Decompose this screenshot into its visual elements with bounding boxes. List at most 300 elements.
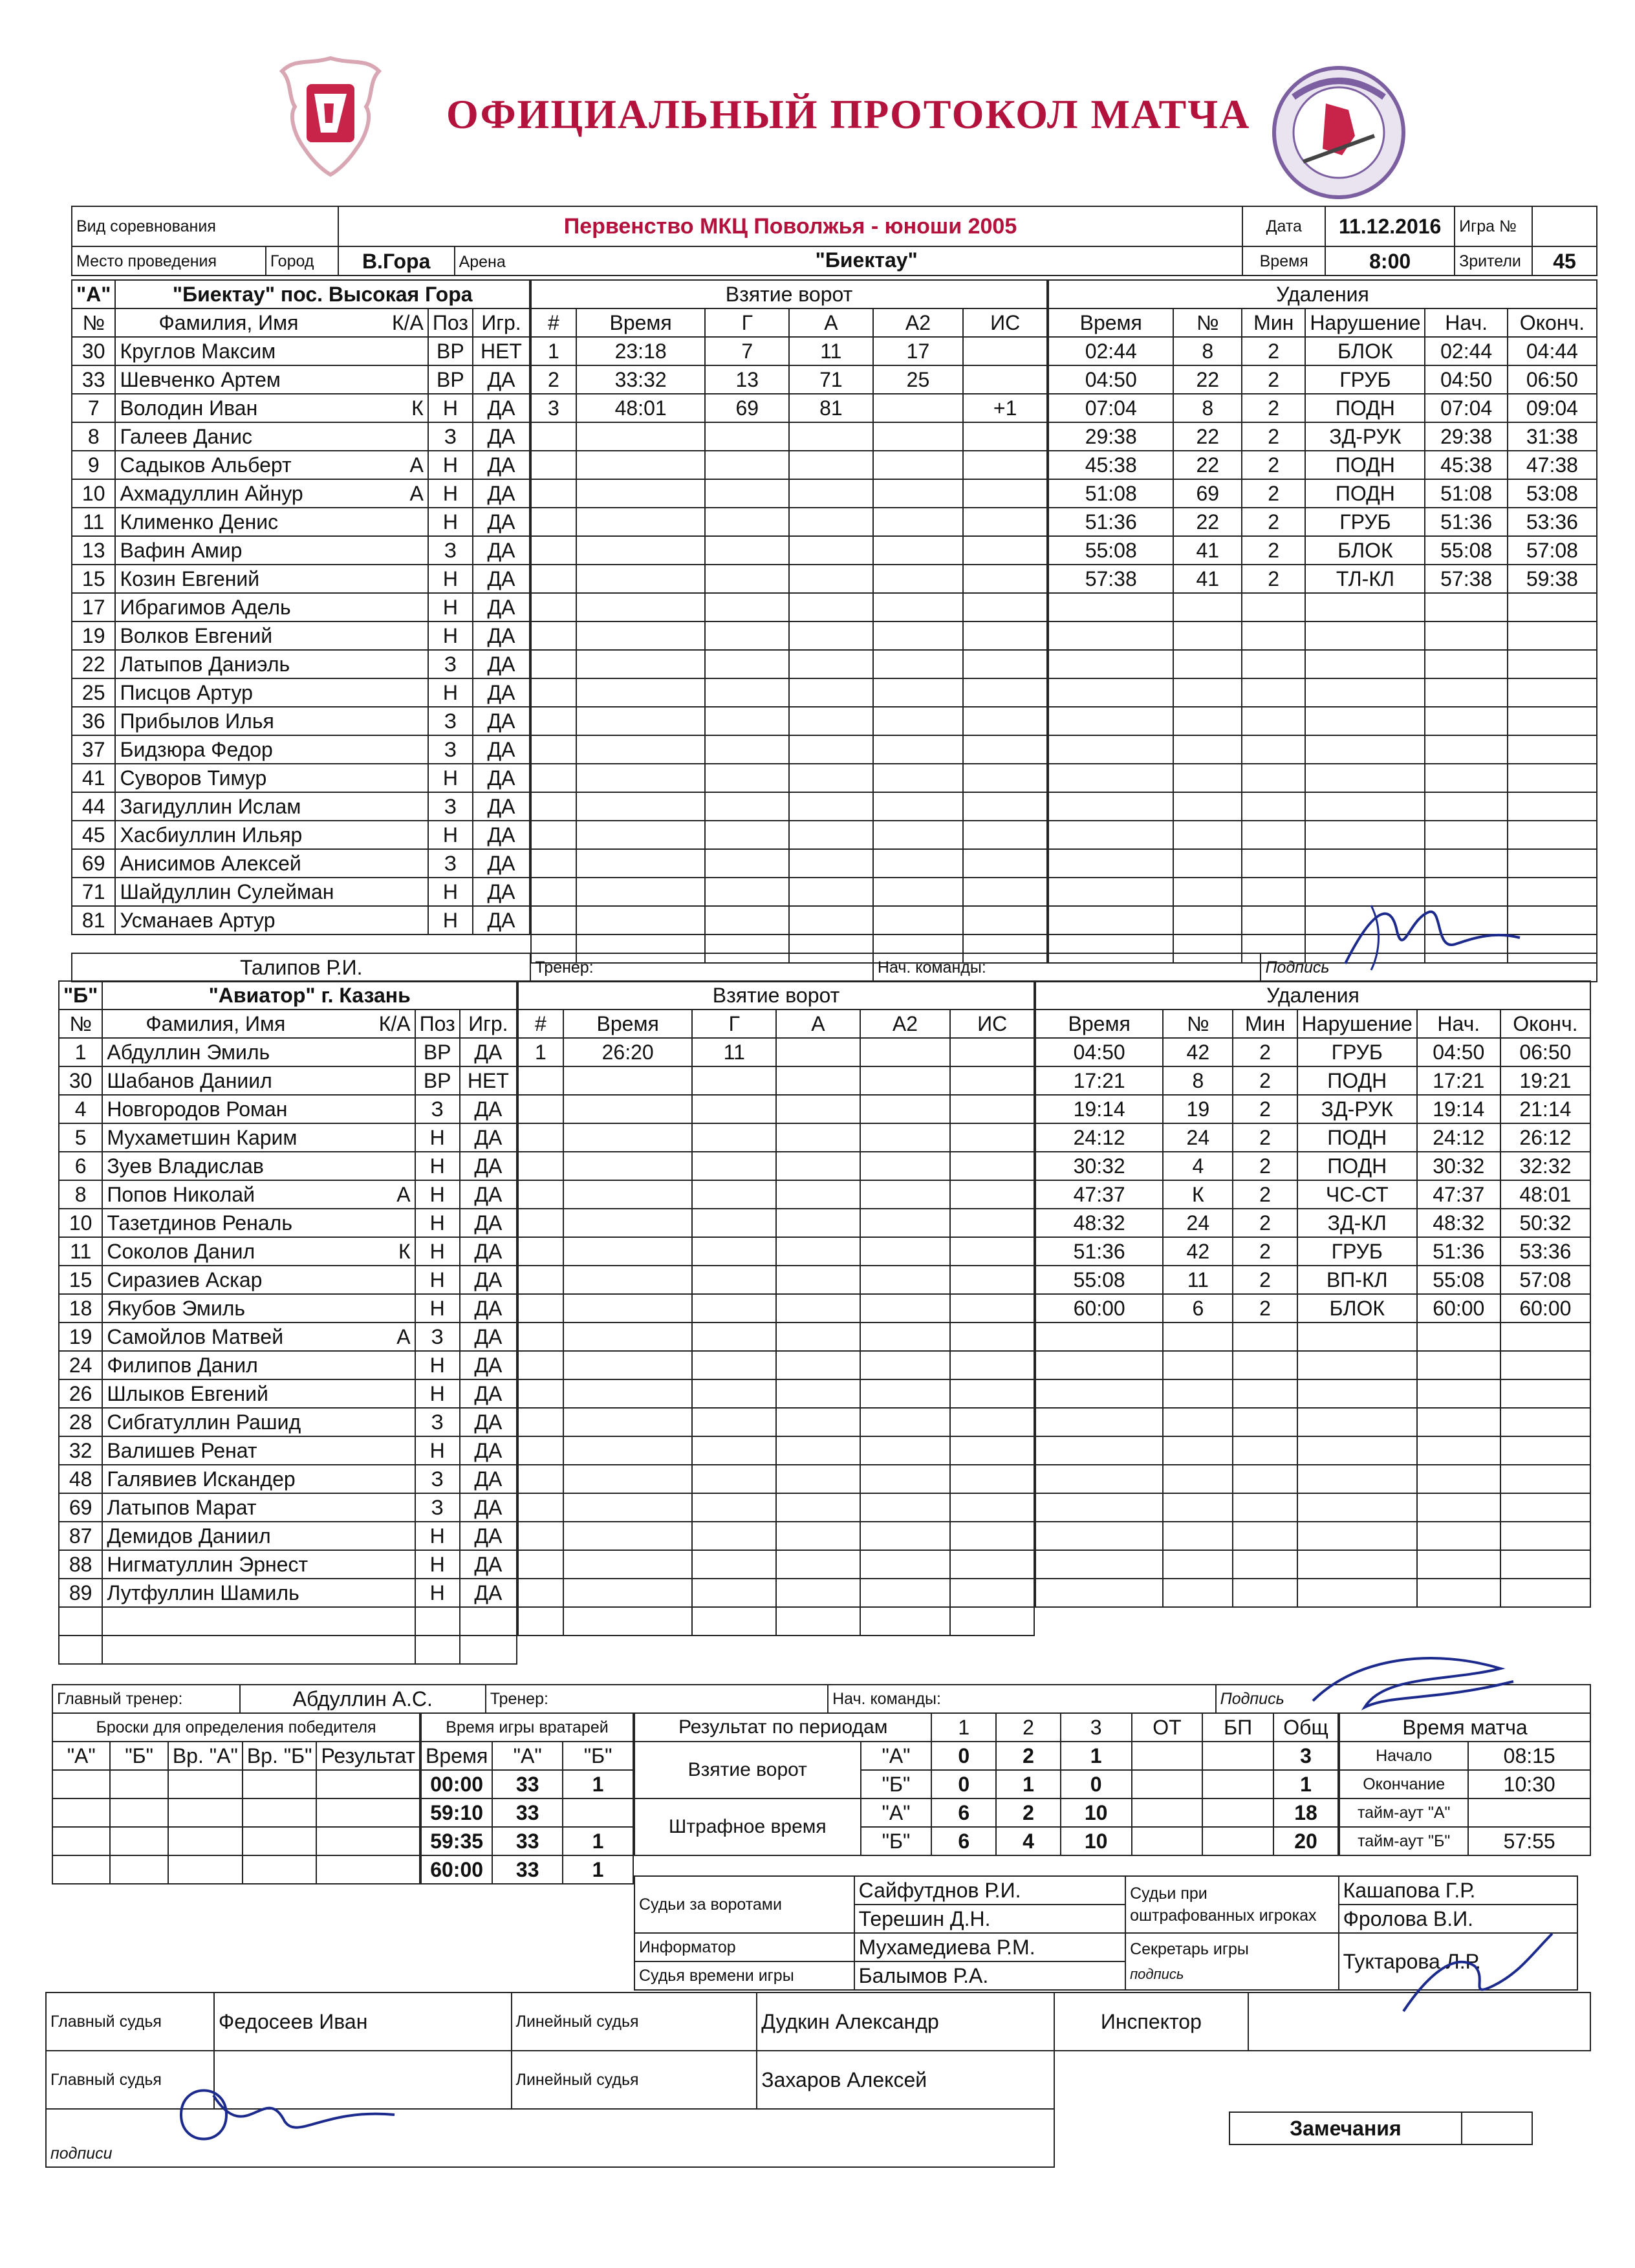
table-row [421,1855,633,1884]
goal-judges-label: Судьи за воротами [634,1876,854,1933]
penalty-e: 47:38 [1508,451,1597,479]
empty-cell [1163,1522,1233,1550]
linesman-2-value: Захаров Алексей [757,2051,1054,2109]
penalty-min: 2 [1233,1038,1297,1066]
table-row [531,678,1047,707]
empty-cell [1500,1493,1590,1522]
empty-cell [1048,878,1173,906]
goal-col-hash-b: # [518,1010,563,1038]
player-name-cell [115,735,428,764]
penalty-time: 51:08 [1048,479,1173,508]
empty-cell [1508,678,1597,707]
empty-cell [1163,1379,1233,1408]
team-b-penalties [1035,980,1591,1608]
empty-cell [1242,792,1305,821]
penalty-v: ГРУБ [1305,508,1425,536]
table-row [1035,1038,1590,1066]
empty-cell [1417,1550,1500,1579]
player-name: Прибылов Илья [120,709,274,733]
blank-cell [1054,2051,1590,2109]
penalty-n: 69 [1173,479,1242,508]
penalty-e: 32:32 [1500,1152,1590,1180]
empty-cell [789,650,873,678]
empty-cell [705,821,789,849]
empty-cell [705,735,789,764]
empty-cell [950,1066,1034,1095]
player-number: 9 [72,451,115,479]
empty-cell [873,650,964,678]
goal-col-g-b: Г [692,1010,776,1038]
empty-cell [692,1550,776,1579]
empty-cell [776,1408,860,1436]
player-number: 8 [72,422,115,451]
player-played: ДА [460,1266,517,1294]
table-row [518,1095,1034,1123]
table-row [531,565,1047,593]
empty-cell [860,1123,951,1152]
empty-cell [705,451,789,479]
team-b-signature-scribble [1306,1643,1520,1727]
empty-cell [518,1294,563,1323]
penalty-s: 02:44 [1425,337,1507,365]
table-row [59,1493,517,1522]
empty-cell [1425,707,1507,735]
empty-cell [415,1636,460,1664]
player-position: Н [428,764,473,792]
table-row [59,1408,517,1436]
player-played: ДА [473,508,530,536]
penalty-min: 2 [1233,1180,1297,1209]
empty-cell [1500,1579,1590,1607]
empty-cell [518,1408,563,1436]
empty-cell [776,1095,860,1123]
empty-cell [1305,678,1425,707]
empty-cell [692,1579,776,1607]
goal-col-a: А [789,308,873,337]
periods-goals-team-b: "Б" [861,1770,932,1798]
referee-1-value: Федосеев Иван [214,1993,512,2051]
empty-cell [1163,1436,1233,1465]
col-name-cell-b [102,1010,415,1038]
player-number: 28 [59,1408,102,1436]
player-position: Н [415,1152,460,1180]
player-position: ВР [415,1038,460,1066]
empty-cell [789,508,873,536]
penalty-time: 17:21 [1035,1066,1163,1095]
table-row [1035,1294,1590,1323]
player-played: ДА [460,1379,517,1408]
timekeeper-label: Судья времени игры [634,1961,854,1990]
team-b-captain-label: Нач. команды: [828,1685,1215,1713]
player-name: Галявиев Искандер [107,1467,296,1491]
timekeeper-value: Балымов Р.А. [854,1961,1125,1990]
pen-col-end: Оконч. [1508,308,1597,337]
empty-cell [692,1493,776,1522]
empty-cell [692,1408,776,1436]
empty-cell [789,735,873,764]
empty-cell [950,1493,1034,1522]
table-row [59,1323,517,1351]
player-name: Клименко Денис [120,510,279,534]
periods-pim-label: Штрафное время [634,1798,861,1855]
table-row [59,1066,517,1095]
empty-cell [1297,1550,1417,1579]
empty-cell [531,422,576,451]
empty-cell [531,878,576,906]
player-name: Новгородов Роман [107,1097,288,1121]
empty-cell [1163,1408,1233,1436]
empty-cell [531,536,576,565]
empty-cell [1242,849,1305,878]
informer-value: Мухамедиева Р.М. [854,1933,1125,1961]
linesman-2-label: Линейный судья [512,2051,757,2109]
player-position: ВР [415,1066,460,1095]
empty-cell [950,1408,1034,1436]
empty-cell [576,621,706,650]
penalty-e: 60:00 [1500,1294,1590,1323]
empty-cell [563,1066,693,1095]
penalty-time: 55:08 [1035,1266,1163,1294]
empty-cell [963,735,1047,764]
goal-a2 [873,394,964,422]
player-played: ДА [460,1465,517,1493]
match-time-table [1339,1712,1591,1856]
empty-cell [692,1323,776,1351]
empty-cell [1163,1493,1233,1522]
empty-cell [950,1579,1034,1607]
empty-cell [1417,1522,1500,1550]
empty-cell [1048,792,1173,821]
empty-cell [1508,849,1597,878]
empty-cell [460,1636,517,1664]
player-ka: А [396,1183,411,1206]
player-position: Н [428,451,473,479]
table-row [518,1550,1034,1579]
empty-cell [1173,764,1242,792]
penalty-v: БЛОК [1297,1294,1417,1323]
player-position: Н [415,1522,460,1550]
empty-cell [1305,849,1425,878]
table-row [421,1798,633,1827]
empty-cell [873,878,964,906]
empty-cell [873,621,964,650]
empty-cell [950,1550,1034,1579]
empty-cell [518,1579,563,1607]
empty-cell [950,1266,1034,1294]
arena-label: Арена [459,253,506,271]
table-row [1048,678,1597,707]
empty-cell [963,906,1047,934]
penalty-time: 57:38 [1048,565,1173,593]
penalty-n: 8 [1173,337,1242,365]
goal-col-a2-b: А2 [860,1010,951,1038]
player-number: 36 [72,707,115,735]
goal-time: 33:32 [576,365,706,394]
empty-cell [576,565,706,593]
team-a-penalties-title: Удаления [1048,280,1597,308]
table-row [72,906,530,934]
player-played: ДА [460,1436,517,1465]
empty-cell [1048,707,1173,735]
spectators-label: Зрители [1455,246,1532,275]
player-name: Самойлов Матвей [107,1325,284,1348]
empty-cell [873,422,964,451]
player-number: 71 [72,878,115,906]
empty-cell [1425,764,1507,792]
empty-cell [963,565,1047,593]
table-row [1048,365,1597,394]
table-row [1048,764,1597,792]
empty-cell [963,508,1047,536]
period-col-2: 2 [996,1713,1061,1742]
penalty-time: 02:44 [1048,337,1173,365]
empty-cell [950,1180,1034,1209]
table-row [531,764,1047,792]
player-played: ДА [460,1522,517,1550]
pen-col-min: Мин [1242,308,1305,337]
pim-b-so [1202,1827,1273,1855]
empty-cell [1417,1408,1500,1436]
player-position: З [415,1408,460,1436]
remarks-label: Замечания [1229,2112,1462,2144]
player-name: Тазетдинов Реналь [107,1211,292,1235]
secretary-cell [1125,1933,1338,1990]
empty-cell [950,1436,1034,1465]
goalie-b: 1 [563,1827,633,1855]
empty-cell [950,1095,1034,1123]
arena-cell [455,246,1243,275]
empty-cell [1035,1465,1163,1493]
empty-cell [563,1379,693,1408]
player-name-cell [115,365,428,394]
table-row [1035,1209,1590,1237]
goal-col-time-b: Время [563,1010,693,1038]
empty-cell [1035,1493,1163,1522]
empty-cell [692,1351,776,1379]
empty-cell [705,792,789,821]
signatures-label: подписи [46,2109,1054,2167]
table-row [1035,1123,1590,1152]
empty-cell [563,1152,693,1180]
team-a-signature-scribble [1332,892,1526,977]
periods-label: Результат по периодам [634,1713,931,1742]
player-played: ДА [473,792,530,821]
pen-col-end-b: Оконч. [1500,1010,1590,1038]
col-ka: К/А [391,311,424,334]
empty-cell [1425,678,1507,707]
goals-b-total: 1 [1273,1770,1338,1798]
empty-cell [705,621,789,650]
player-number: 11 [59,1237,102,1266]
pen-col-num: № [1173,308,1242,337]
goalie-a: 33 [492,1798,563,1827]
player-position: З [428,707,473,735]
table-row [421,1770,633,1798]
penalty-v: ГРУБ [1297,1038,1417,1066]
penalty-n: 24 [1163,1123,1233,1152]
table-row [59,1522,517,1550]
pen-col-min-b: Мин [1233,1010,1297,1038]
empty-cell [860,1408,951,1436]
team-b-goals-title: Взятие ворот [518,981,1034,1010]
player-position: Н [415,1123,460,1152]
shootout-col-result: Результат [316,1742,420,1770]
team-b-roster [58,980,517,1665]
empty-cell [1305,792,1425,821]
player-name-cell [115,678,428,707]
player-played: ДА [460,1550,517,1579]
empty-cell [576,849,706,878]
penalty-min: 2 [1233,1152,1297,1180]
empty-cell [1233,1323,1297,1351]
table-row [72,707,530,735]
table-row [518,1408,1034,1436]
goal-col-a2: А2 [873,308,964,337]
table-row [421,1827,633,1855]
goal-is: +1 [963,394,1047,422]
empty-cell [1048,849,1173,878]
goal-a2: 25 [873,365,964,394]
goals-b-ot [1132,1770,1203,1798]
player-played: ДА [473,565,530,593]
empty-cell [1035,1436,1163,1465]
player-number: 44 [72,792,115,821]
table-row [1035,1379,1590,1408]
federation-emblem-icon [256,45,405,194]
player-position: ВР [428,365,473,394]
player-played: ДА [460,1095,517,1123]
empty-cell [1305,650,1425,678]
table-row [531,365,1047,394]
empty-cell [1297,1493,1417,1522]
table-row [531,735,1047,764]
empty-cell [576,508,706,536]
table-row [518,1066,1034,1095]
player-name-cell [102,1066,415,1095]
player-number: 4 [59,1095,102,1123]
referee-2-label: Главный судья [46,2051,214,2109]
empty-cell [1508,593,1597,621]
empty-cell [1048,593,1173,621]
empty-cell [860,1379,951,1408]
penalty-v: ПОДН [1305,479,1425,508]
empty-cell [950,1294,1034,1323]
empty-cell [950,1522,1034,1550]
table-row [59,1379,517,1408]
empty-cell [705,650,789,678]
empty-cell [776,1579,860,1607]
player-position: ВР [428,337,473,365]
empty-cell [1242,650,1305,678]
player-name: Попов Николай [107,1183,255,1206]
player-position: Н [415,1180,460,1209]
player-number: 48 [59,1465,102,1493]
penalty-s: 47:37 [1417,1180,1500,1209]
penalty-v: ПОДН [1305,451,1425,479]
empty-cell [531,906,576,934]
team-a-penalties [1048,279,1597,964]
player-position: Н [415,1209,460,1237]
player-position: Н [428,821,473,849]
player-number: 32 [59,1436,102,1465]
player-number: 19 [72,621,115,650]
empty-cell [776,1550,860,1579]
player-position: Н [428,593,473,621]
empty-cell [1500,1465,1590,1493]
table-row [531,508,1047,536]
empty-cell [1305,593,1425,621]
goal-g: 13 [705,365,789,394]
table-row [72,565,530,593]
empty-cell [776,1351,860,1379]
penalty-v: ГРУБ [1305,365,1425,394]
penalty-time: 30:32 [1035,1152,1163,1180]
table-row [72,878,530,906]
pim-b-p3: 10 [1061,1827,1132,1855]
player-name-cell [102,1522,415,1550]
table-row [1035,1095,1590,1123]
goalie-b [563,1798,633,1827]
empty-cell [1297,1522,1417,1550]
team-a-letter: "А" [72,280,115,308]
empty-cell [789,565,873,593]
empty-cell [873,849,964,878]
team-b-name: "Авиатор" г. Казань [102,981,517,1010]
table-row [59,1123,517,1152]
table-row [1035,1436,1590,1465]
player-name: Круглов Максим [120,340,276,363]
shootout-col-time-b: Вр. "Б" [243,1742,317,1770]
penalty-v: ПОДН [1297,1123,1417,1152]
table-row [59,1436,517,1465]
empty-cell [789,906,873,934]
empty-cell [789,764,873,792]
empty-cell [1425,792,1507,821]
table-row [1035,1550,1590,1579]
empty-cell [963,821,1047,849]
player-number: 6 [59,1152,102,1180]
player-name-cell [115,479,428,508]
penalty-s: 07:04 [1425,394,1507,422]
penalty-n: 22 [1173,422,1242,451]
penalty-s: 51:08 [1425,479,1507,508]
penalty-time: 07:04 [1048,394,1173,422]
penalty-s: 60:00 [1417,1294,1500,1323]
goal-a: 81 [789,394,873,422]
penalty-min: 2 [1233,1066,1297,1095]
empty-cell [576,906,706,934]
empty-cell [1508,707,1597,735]
penalty-n: 11 [1163,1266,1233,1294]
empty-cell [963,479,1047,508]
empty-cell [692,1294,776,1323]
empty-cell [576,650,706,678]
penalty-e: 53:08 [1508,479,1597,508]
pen-col-start: Нач. [1425,308,1507,337]
empty-cell [518,1522,563,1550]
referee-signature-scribble [155,2069,401,2160]
empty-cell [860,1493,951,1522]
penalty-judges-label: Судьи при оштрафованных игроках [1125,1876,1338,1933]
empty-cell [776,1465,860,1493]
pen-col-violation: Нарушение [1305,308,1425,337]
table-row [518,1209,1034,1237]
penalty-e: 57:08 [1500,1266,1590,1294]
empty-cell [576,536,706,565]
player-played: ДА [473,707,530,735]
empty-cell [873,565,964,593]
goal-is [963,365,1047,394]
